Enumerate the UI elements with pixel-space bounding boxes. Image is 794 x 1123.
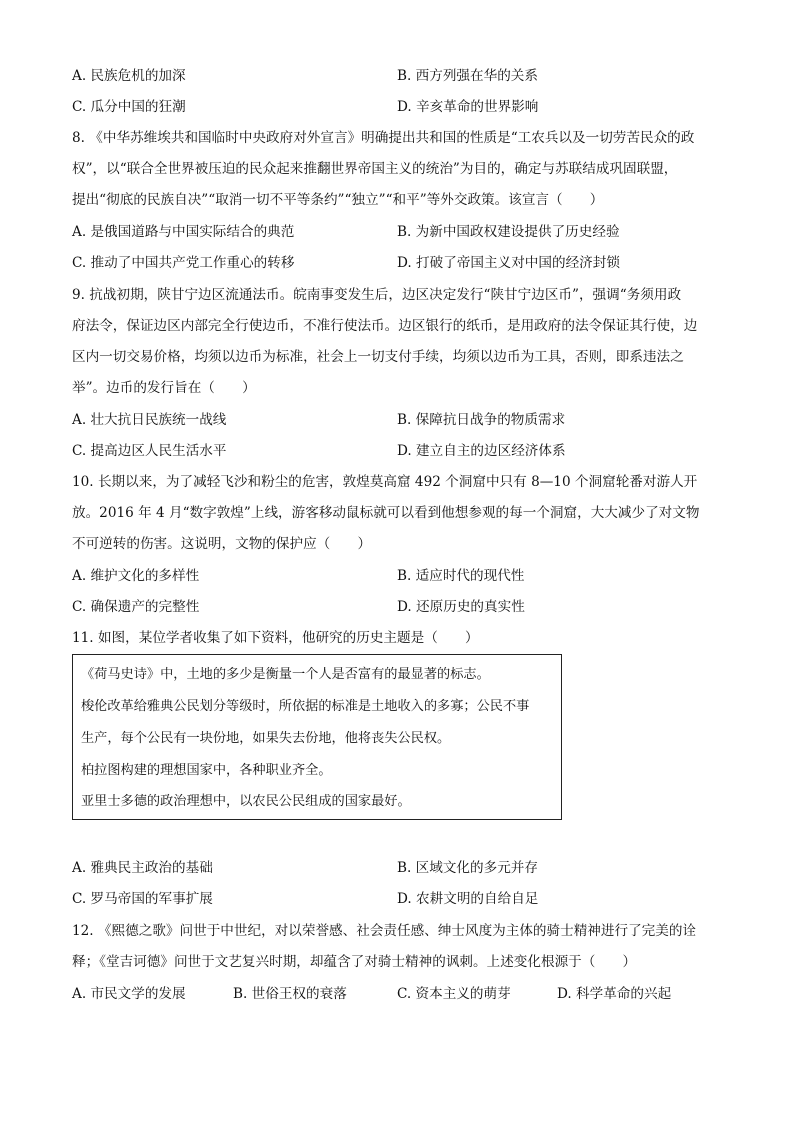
q7-option-a: A. 民族危机的加深: [72, 68, 186, 84]
q11-material-line: 生产，每个公民有一块份地，如果失去份地，他将丧失公民权。: [81, 731, 451, 746]
q11-material-line: 梭伦改革给雅典公民划分等级时，所依据的标准是土地收入的多寡；公民不事: [81, 699, 530, 714]
q11-option-d: D. 农耕文明的自给自足: [397, 891, 539, 907]
q10-stem-line-2: 放。2016 年 4 月“数字敦煌”上线，游客移动鼠标就可以看到他想参观的每一个洞窟，大大减少了对文物: [72, 505, 700, 521]
q12-option-a: A. 市民文学的发展: [72, 986, 186, 1002]
q10-option-a: A. 维护文化的多样性: [72, 568, 200, 584]
q8-stem-line-2: 权”，以“联合全世界被压迫的民众起来推翻世界帝国主义的统治”为目的，确定与苏联结成巩固联盟，: [72, 161, 678, 177]
q9-stem-line-2: 府法令，保证边区内部完全行使边币，不准行使法币。边区银行的纸币，是用政府的法令保证其行使，边: [72, 318, 698, 334]
q11-material-line: 柏拉图构建的理想国家中，各种职业齐全。: [81, 763, 332, 778]
q9-stem-line-1: 9. 抗战初期，陕甘宁边区流通法币。皖南事变发生后，边区决定发行“陕甘宁边区币”，强调“务须用政: [72, 287, 682, 303]
q9-stem-line-4: 举”。边币的发行旨在（ ）: [72, 380, 256, 396]
q11-source-material-box: [72, 654, 562, 820]
q10-option-c: C. 确保遗产的完整性: [72, 599, 200, 615]
q8-option-a: A. 是俄国道路与中国实际结合的典范: [72, 224, 295, 240]
q10-stem-line-3: 不可逆转的伤害。这说明，文物的保护应（ ）: [72, 536, 372, 552]
q12-stem-line-1: 12. 《熙德之歌》问世于中世纪，对以荣誉感、社会责任感、绅士风度为主体的骑士精神进行了完美的诠: [72, 923, 697, 939]
q9-option-b: B. 保障抗日战争的物质需求: [397, 412, 566, 428]
q9-option-c: C. 提高边区人民生活水平: [72, 443, 227, 459]
q8-stem-line-3: 提出“彻底的民族自决”“取消一切不平等条约”“独立”“和平”等外交政策。该宣言（ ）: [72, 192, 604, 208]
q12-option-b: B. 世俗王权的衰落: [233, 986, 347, 1002]
q9-stem-line-3: 区内一切交易价格，均须以边币为标准，社会上一切支付手续，均须以边币为工具，否则，即系违法之: [72, 349, 684, 365]
q11-material-line: 亚里士多德的政治理想中，以农民公民组成的国家最好。: [81, 794, 411, 809]
q7-option-d: D. 辛亥革命的世界影响: [397, 99, 539, 115]
q8-option-c: C. 推动了中国共产党工作重心的转移: [72, 255, 295, 271]
q11-option-b: B. 区域文化的多元并存: [397, 860, 538, 876]
q11-stem-line-1: 11. 如图，某位学者收集了如下资料，他研究的历史主题是（ ）: [72, 630, 479, 646]
q12-option-d: D. 科学革命的兴起: [557, 986, 672, 1002]
q8-option-b: B. 为新中国政权建设提供了历史经验: [397, 224, 620, 240]
q9-option-a: A. 壮大抗日民族统一战线: [72, 412, 227, 428]
q7-option-c: C. 瓜分中国的狂潮: [72, 99, 186, 115]
q8-option-d: D. 打破了帝国主义对中国的经济封锁: [397, 255, 620, 271]
q11-option-c: C. 罗马帝国的军事扩展: [72, 891, 213, 907]
q10-option-d: D. 还原历史的真实性: [397, 599, 525, 615]
q10-option-b: B. 适应时代的现代性: [397, 568, 525, 584]
q8-stem-line-1: 8. 《中华苏维埃共和国临时中央政府对外宣言》明确提出共和国的性质是“工农兵以及一切劳苦民众的政: [72, 130, 695, 146]
q12-stem-line-2: 释；《堂吉诃德》问世于文艺复兴时期，却蕴含了对骑士精神的讽刺。上述变化根源于（ ）: [72, 954, 637, 970]
q7-option-b: B. 西方列强在华的关系: [397, 68, 538, 84]
q12-option-c: C. 资本主义的萌芽: [397, 986, 511, 1002]
q9-option-d: D. 建立自主的边区经济体系: [397, 443, 566, 459]
q11-material-line: 《荷马史诗》中，土地的多少是衡量一个人是否富有的最显著的标志。: [81, 667, 490, 682]
q11-option-a: A. 雅典民主政治的基础: [72, 860, 213, 876]
q10-stem-line-1: 10. 长期以来，为了减轻飞沙和粉尘的危害，敦煌莫高窟 492 个洞窟中只有 8—10 个洞窟轮番对游人开: [72, 474, 698, 490]
